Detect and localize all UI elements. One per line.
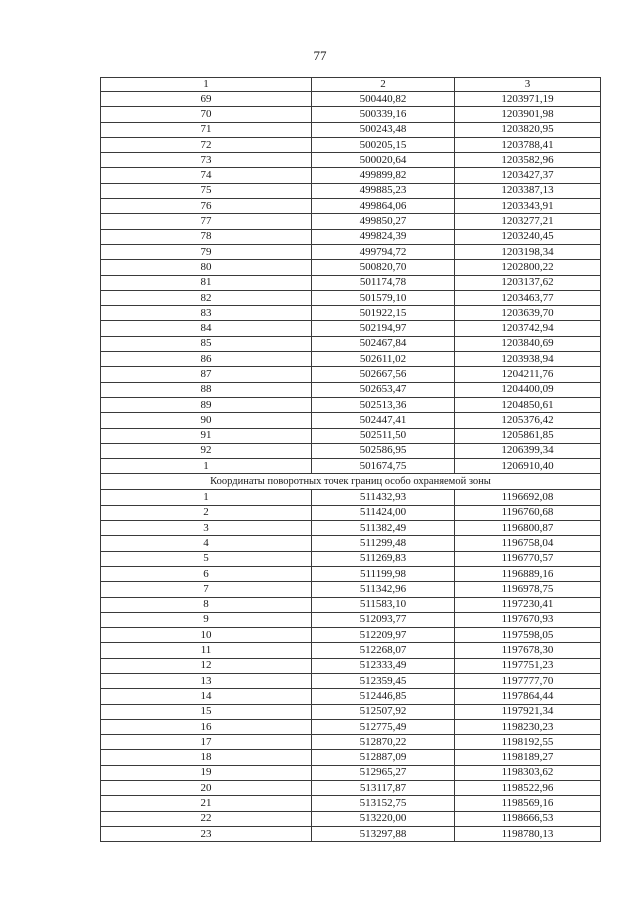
y-coordinate-cell: 1198192,55 xyxy=(455,735,601,750)
point-number-cell: 82 xyxy=(101,290,312,305)
table-row xyxy=(101,536,601,551)
point-number-cell: 69 xyxy=(101,92,312,107)
x-coordinate-cell: 501579,10 xyxy=(312,290,455,305)
x-coordinate-cell: 512359,45 xyxy=(312,673,455,688)
y-coordinate-cell: 1197230,41 xyxy=(455,597,601,612)
table-row xyxy=(101,183,601,198)
y-coordinate-cell: 1196889,16 xyxy=(455,566,601,581)
table-row xyxy=(101,796,601,811)
point-number-cell: 10 xyxy=(101,628,312,643)
point-number-cell: 79 xyxy=(101,244,312,259)
x-coordinate-cell: 499899,82 xyxy=(312,168,455,183)
section-title: Координаты поворотных точек границ особо охраняемой зоны xyxy=(101,474,601,490)
table-row xyxy=(101,397,601,412)
point-number-cell: 22 xyxy=(101,811,312,826)
y-coordinate-cell: 1205861,85 xyxy=(455,428,601,443)
table-row xyxy=(101,321,601,336)
table-row xyxy=(101,505,601,520)
table-row xyxy=(101,275,601,290)
x-coordinate-cell: 513152,75 xyxy=(312,796,455,811)
y-coordinate-cell: 1203901,98 xyxy=(455,107,601,122)
x-coordinate-cell: 512333,49 xyxy=(312,658,455,673)
x-coordinate-cell: 511299,48 xyxy=(312,536,455,551)
y-coordinate-cell: 1206399,34 xyxy=(455,443,601,458)
column-header-x: 2 xyxy=(312,78,455,92)
table-row xyxy=(101,122,601,137)
point-number-cell: 84 xyxy=(101,321,312,336)
x-coordinate-cell: 501174,78 xyxy=(312,275,455,290)
point-number-cell: 70 xyxy=(101,107,312,122)
x-coordinate-cell: 511583,10 xyxy=(312,597,455,612)
point-number-cell: 14 xyxy=(101,689,312,704)
y-coordinate-cell: 1198303,62 xyxy=(455,765,601,780)
table-row xyxy=(101,92,601,107)
table-row xyxy=(101,628,601,643)
y-coordinate-cell: 1198522,96 xyxy=(455,781,601,796)
table-row xyxy=(101,781,601,796)
x-coordinate-cell: 499885,23 xyxy=(312,183,455,198)
y-coordinate-cell: 1203639,70 xyxy=(455,306,601,321)
table-row xyxy=(101,597,601,612)
table-header-row xyxy=(101,78,601,92)
y-coordinate-cell: 1202800,22 xyxy=(455,260,601,275)
point-number-cell: 13 xyxy=(101,673,312,688)
table-row xyxy=(101,107,601,122)
point-number-cell: 11 xyxy=(101,643,312,658)
x-coordinate-cell: 512870,22 xyxy=(312,735,455,750)
y-coordinate-cell: 1197921,34 xyxy=(455,704,601,719)
point-number-cell: 72 xyxy=(101,137,312,152)
point-number-cell: 71 xyxy=(101,122,312,137)
table-row xyxy=(101,704,601,719)
y-coordinate-cell: 1196760,68 xyxy=(455,505,601,520)
column-header-point: 1 xyxy=(101,78,312,92)
x-coordinate-cell: 513117,87 xyxy=(312,781,455,796)
table-row xyxy=(101,735,601,750)
y-coordinate-cell: 1203463,77 xyxy=(455,290,601,305)
y-coordinate-cell: 1203820,95 xyxy=(455,122,601,137)
x-coordinate-cell: 502653,47 xyxy=(312,382,455,397)
y-coordinate-cell: 1197678,30 xyxy=(455,643,601,658)
x-coordinate-cell: 502586,95 xyxy=(312,443,455,458)
y-coordinate-cell: 1205376,42 xyxy=(455,413,601,428)
point-number-cell: 8 xyxy=(101,597,312,612)
table-row xyxy=(101,229,601,244)
coordinates-table-body xyxy=(101,78,601,842)
x-coordinate-cell: 502447,41 xyxy=(312,413,455,428)
y-coordinate-cell: 1196692,08 xyxy=(455,490,601,505)
x-coordinate-cell: 500205,15 xyxy=(312,137,455,152)
table-row xyxy=(101,521,601,536)
x-coordinate-cell: 511199,98 xyxy=(312,566,455,581)
y-coordinate-cell: 1203840,69 xyxy=(455,336,601,351)
y-coordinate-cell: 1203788,41 xyxy=(455,137,601,152)
point-number-cell: 83 xyxy=(101,306,312,321)
point-number-cell: 1 xyxy=(101,459,312,474)
y-coordinate-cell: 1197670,93 xyxy=(455,612,601,627)
y-coordinate-cell: 1203343,91 xyxy=(455,199,601,214)
table-row xyxy=(101,582,601,597)
x-coordinate-cell: 499864,06 xyxy=(312,199,455,214)
table-row xyxy=(101,413,601,428)
point-number-cell: 7 xyxy=(101,582,312,597)
x-coordinate-cell: 500020,64 xyxy=(312,153,455,168)
page-number: 77 xyxy=(313,48,327,63)
y-coordinate-cell: 1203387,13 xyxy=(455,183,601,198)
table-row xyxy=(101,765,601,780)
x-coordinate-cell: 512887,09 xyxy=(312,750,455,765)
y-coordinate-cell: 1203240,45 xyxy=(455,229,601,244)
point-number-cell: 81 xyxy=(101,275,312,290)
x-coordinate-cell: 513220,00 xyxy=(312,811,455,826)
x-coordinate-cell: 512775,49 xyxy=(312,719,455,734)
point-number-cell: 12 xyxy=(101,658,312,673)
point-number-cell: 15 xyxy=(101,704,312,719)
table-row xyxy=(101,428,601,443)
x-coordinate-cell: 512965,27 xyxy=(312,765,455,780)
point-number-cell: 92 xyxy=(101,443,312,458)
x-coordinate-cell: 511269,83 xyxy=(312,551,455,566)
point-number-cell: 80 xyxy=(101,260,312,275)
table-row xyxy=(101,382,601,397)
table-row xyxy=(101,199,601,214)
point-number-cell: 87 xyxy=(101,367,312,382)
table-row xyxy=(101,673,601,688)
table-row xyxy=(101,336,601,351)
table-row xyxy=(101,566,601,581)
y-coordinate-cell: 1198569,16 xyxy=(455,796,601,811)
table-row xyxy=(101,750,601,765)
table-row xyxy=(101,443,601,458)
y-coordinate-cell: 1203938,94 xyxy=(455,352,601,367)
point-number-cell: 1 xyxy=(101,490,312,505)
table-row xyxy=(101,719,601,734)
table-row xyxy=(101,244,601,259)
y-coordinate-cell: 1203742,94 xyxy=(455,321,601,336)
x-coordinate-cell: 499824,39 xyxy=(312,229,455,244)
y-coordinate-cell: 1197864,44 xyxy=(455,689,601,704)
y-coordinate-cell: 1203198,34 xyxy=(455,244,601,259)
coordinates-table xyxy=(100,77,601,842)
point-number-cell: 4 xyxy=(101,536,312,551)
table-row xyxy=(101,490,601,505)
x-coordinate-cell: 512507,92 xyxy=(312,704,455,719)
y-coordinate-cell: 1204400,09 xyxy=(455,382,601,397)
y-coordinate-cell: 1197751,23 xyxy=(455,658,601,673)
point-number-cell: 6 xyxy=(101,566,312,581)
x-coordinate-cell: 499794,72 xyxy=(312,244,455,259)
x-coordinate-cell: 502194,97 xyxy=(312,321,455,336)
point-number-cell: 86 xyxy=(101,352,312,367)
x-coordinate-cell: 502511,50 xyxy=(312,428,455,443)
y-coordinate-cell: 1197598,05 xyxy=(455,628,601,643)
point-number-cell: 89 xyxy=(101,397,312,412)
table-row xyxy=(101,260,601,275)
point-number-cell: 74 xyxy=(101,168,312,183)
table-row xyxy=(101,352,601,367)
y-coordinate-cell: 1203582,96 xyxy=(455,153,601,168)
x-coordinate-cell: 502667,56 xyxy=(312,367,455,382)
point-number-cell: 19 xyxy=(101,765,312,780)
table-row xyxy=(101,290,601,305)
x-coordinate-cell: 501674,75 xyxy=(312,459,455,474)
x-coordinate-cell: 500339,16 xyxy=(312,107,455,122)
y-coordinate-cell: 1204211,76 xyxy=(455,367,601,382)
y-coordinate-cell: 1203427,37 xyxy=(455,168,601,183)
point-number-cell: 2 xyxy=(101,505,312,520)
x-coordinate-cell: 502611,02 xyxy=(312,352,455,367)
x-coordinate-cell: 500243,48 xyxy=(312,122,455,137)
table-row xyxy=(101,367,601,382)
table-row xyxy=(101,826,601,841)
x-coordinate-cell: 500440,82 xyxy=(312,92,455,107)
point-number-cell: 91 xyxy=(101,428,312,443)
y-coordinate-cell: 1197777,70 xyxy=(455,673,601,688)
point-number-cell: 85 xyxy=(101,336,312,351)
table-row xyxy=(101,811,601,826)
y-coordinate-cell: 1198666,53 xyxy=(455,811,601,826)
point-number-cell: 16 xyxy=(101,719,312,734)
point-number-cell: 17 xyxy=(101,735,312,750)
x-coordinate-cell: 502467,84 xyxy=(312,336,455,351)
x-coordinate-cell: 511382,49 xyxy=(312,521,455,536)
x-coordinate-cell: 513297,88 xyxy=(312,826,455,841)
x-coordinate-cell: 511432,93 xyxy=(312,490,455,505)
table-row xyxy=(101,551,601,566)
y-coordinate-cell: 1203971,19 xyxy=(455,92,601,107)
x-coordinate-cell: 501922,15 xyxy=(312,306,455,321)
point-number-cell: 78 xyxy=(101,229,312,244)
x-coordinate-cell: 512446,85 xyxy=(312,689,455,704)
table-row xyxy=(101,306,601,321)
point-number-cell: 90 xyxy=(101,413,312,428)
x-coordinate-cell: 502513,36 xyxy=(312,397,455,412)
column-header-y: 3 xyxy=(455,78,601,92)
point-number-cell: 18 xyxy=(101,750,312,765)
y-coordinate-cell: 1203277,21 xyxy=(455,214,601,229)
point-number-cell: 23 xyxy=(101,826,312,841)
x-coordinate-cell: 511424,00 xyxy=(312,505,455,520)
section-title-row xyxy=(101,474,601,490)
y-coordinate-cell: 1196978,75 xyxy=(455,582,601,597)
y-coordinate-cell: 1198780,13 xyxy=(455,826,601,841)
point-number-cell: 9 xyxy=(101,612,312,627)
y-coordinate-cell: 1198189,27 xyxy=(455,750,601,765)
y-coordinate-cell: 1196800,87 xyxy=(455,521,601,536)
y-coordinate-cell: 1198230,23 xyxy=(455,719,601,734)
table-row xyxy=(101,214,601,229)
x-coordinate-cell: 511342,96 xyxy=(312,582,455,597)
y-coordinate-cell: 1204850,61 xyxy=(455,397,601,412)
table-row xyxy=(101,459,601,474)
x-coordinate-cell: 512268,07 xyxy=(312,643,455,658)
table-row xyxy=(101,153,601,168)
y-coordinate-cell: 1206910,40 xyxy=(455,459,601,474)
x-coordinate-cell: 499850,27 xyxy=(312,214,455,229)
point-number-cell: 20 xyxy=(101,781,312,796)
table-row xyxy=(101,168,601,183)
y-coordinate-cell: 1196758,04 xyxy=(455,536,601,551)
point-number-cell: 73 xyxy=(101,153,312,168)
point-number-cell: 5 xyxy=(101,551,312,566)
y-coordinate-cell: 1203137,62 xyxy=(455,275,601,290)
x-coordinate-cell: 512209,97 xyxy=(312,628,455,643)
point-number-cell: 76 xyxy=(101,199,312,214)
point-number-cell: 75 xyxy=(101,183,312,198)
table-row xyxy=(101,689,601,704)
point-number-cell: 88 xyxy=(101,382,312,397)
point-number-cell: 21 xyxy=(101,796,312,811)
table-row xyxy=(101,658,601,673)
table-row xyxy=(101,137,601,152)
y-coordinate-cell: 1196770,57 xyxy=(455,551,601,566)
point-number-cell: 3 xyxy=(101,521,312,536)
table-row xyxy=(101,643,601,658)
table-row xyxy=(101,612,601,627)
point-number-cell: 77 xyxy=(101,214,312,229)
x-coordinate-cell: 500820,70 xyxy=(312,260,455,275)
x-coordinate-cell: 512093,77 xyxy=(312,612,455,627)
